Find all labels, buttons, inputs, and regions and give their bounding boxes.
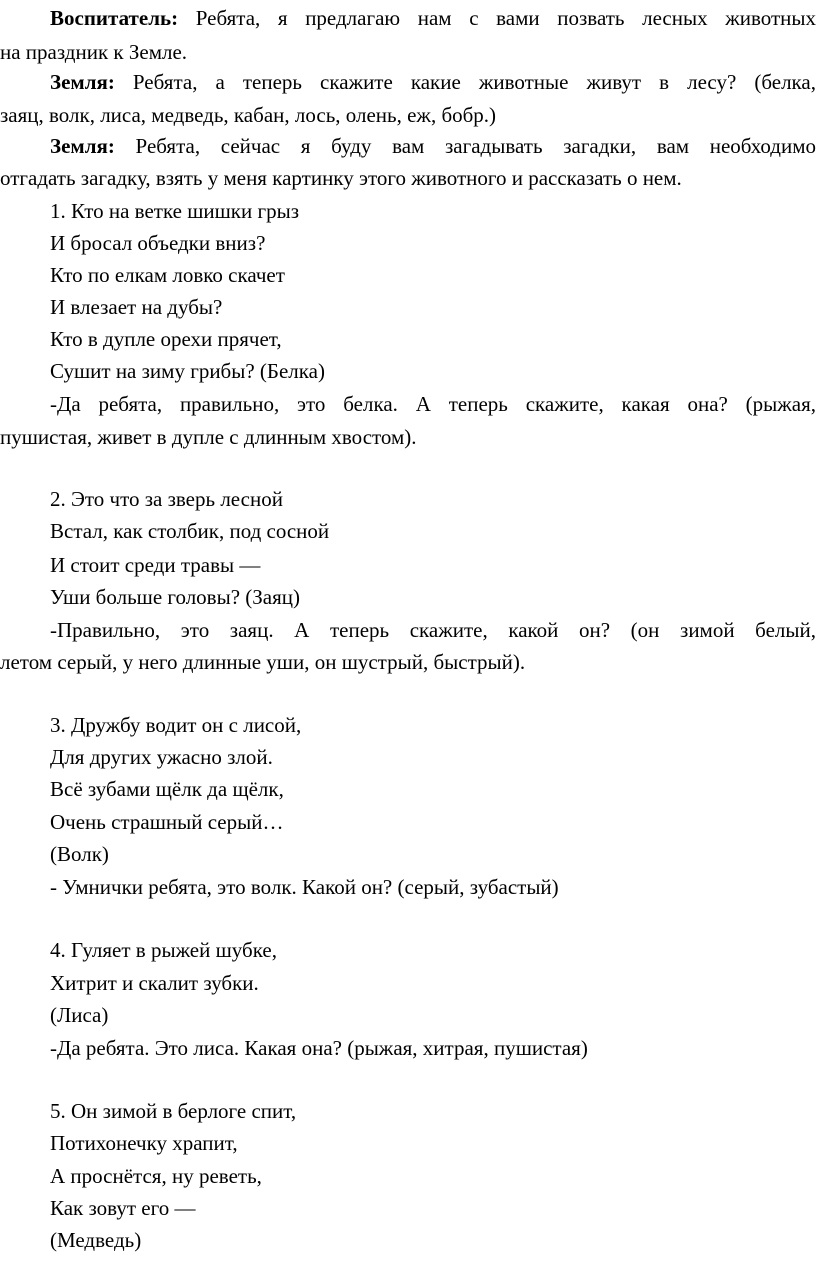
riddle-1-line: Кто в дупле орехи прячет, bbox=[50, 327, 282, 351]
riddle-1-line: 1. Кто на ветке шишки грыз bbox=[50, 199, 299, 223]
speaker-label: Воспитатель: bbox=[50, 6, 179, 30]
riddle-1-line: Сушит на зиму грибы? (Белка) bbox=[50, 359, 325, 383]
riddle-5-line: Как зовут его — bbox=[50, 1196, 196, 1220]
riddle-5-line: 5. Он зимой в берлоге спит, bbox=[50, 1099, 297, 1123]
riddle-4-line: 4. Гуляет в рыжей шубке, bbox=[50, 938, 277, 962]
riddle-1-line: И бросал объедки вниз? bbox=[50, 231, 266, 255]
riddle-1-answer-line-2: пушистая, живет в дупле с длинным хвостом). bbox=[0, 425, 417, 449]
paragraph-earth-2-line-1 bbox=[0, 130, 816, 162]
paragraph-earth-2-line-2: отгадать загадку, взять у меня картинку этого животного и рассказать о нем. bbox=[0, 166, 682, 190]
riddle-3-answer-line-1: - Умнички ребята, это волк. Какой он? (серый, зубастый) bbox=[50, 875, 559, 899]
riddle-5-line: Потихонечку храпит, bbox=[50, 1131, 238, 1155]
riddle-2-line: Уши больше головы? (Заяц) bbox=[50, 585, 301, 609]
riddle-3-line: Для других ужасно злой. bbox=[50, 745, 273, 769]
speaker-label: Земля: bbox=[50, 70, 115, 94]
riddle-4-answer-line-1: -Да ребята. Это лиса. Какая она? (рыжая, хитрая, пушистая) bbox=[50, 1036, 588, 1060]
paragraph-text: Ребята, а теперь скажите какие животные живут в лесу? (белка, bbox=[132, 70, 816, 94]
riddle-3-line: (Волк) bbox=[50, 842, 109, 866]
riddle-3-line: Всё зубами щёлк да щёлк, bbox=[50, 777, 284, 801]
riddle-1-answer-line-1: -Да ребята, правильно, это белка. А теперь скажите, какая она? (рыжая, bbox=[50, 392, 816, 416]
paragraph-earth-1-line-1 bbox=[0, 66, 816, 98]
riddle-2-line: 2. Это что за зверь лесной bbox=[50, 487, 283, 511]
paragraph-educator-line-2: на праздник к Земле. bbox=[0, 40, 188, 64]
paragraph-text: Ребята, я предлагаю нам с вами позвать лесных животных bbox=[195, 6, 816, 30]
riddle-2-line: И стоит среди травы — bbox=[50, 553, 261, 577]
riddle-1-line: И влезает на дубы? bbox=[50, 295, 223, 319]
riddle-2-answer-line-2: летом серый, у него длинные уши, он шустрый, быстрый). bbox=[0, 650, 526, 674]
riddle-2-answer-line-1: -Правильно, это заяц. А теперь скажите, какой он? (он зимой белый, bbox=[50, 618, 816, 642]
speaker-label: Земля: bbox=[50, 134, 115, 158]
riddle-3-line: Очень страшный серый… bbox=[50, 810, 284, 834]
riddle-5-line: (Медведь) bbox=[50, 1228, 142, 1252]
riddle-5-line: А проснётся, ну реветь, bbox=[50, 1164, 262, 1188]
riddle-3-line: 3. Дружбу водит он с лисой, bbox=[50, 713, 302, 737]
paragraph-text: Ребята, сейчас я буду вам загадывать загадки, вам необходимо bbox=[135, 134, 816, 158]
riddle-2-line: Встал, как столбик, под сосной bbox=[50, 519, 330, 543]
riddle-4-line: Хитрит и скалит зубки. bbox=[50, 971, 259, 995]
riddle-1-line: Кто по елкам ловко скачет bbox=[50, 263, 285, 287]
riddle-4-line: (Лиса) bbox=[50, 1003, 109, 1027]
paragraph-earth-1-line-2: заяц, волк, лиса, медведь, кабан, лось, олень, еж, бобр.) bbox=[0, 103, 497, 127]
paragraph-educator-line-1 bbox=[0, 2, 816, 34]
